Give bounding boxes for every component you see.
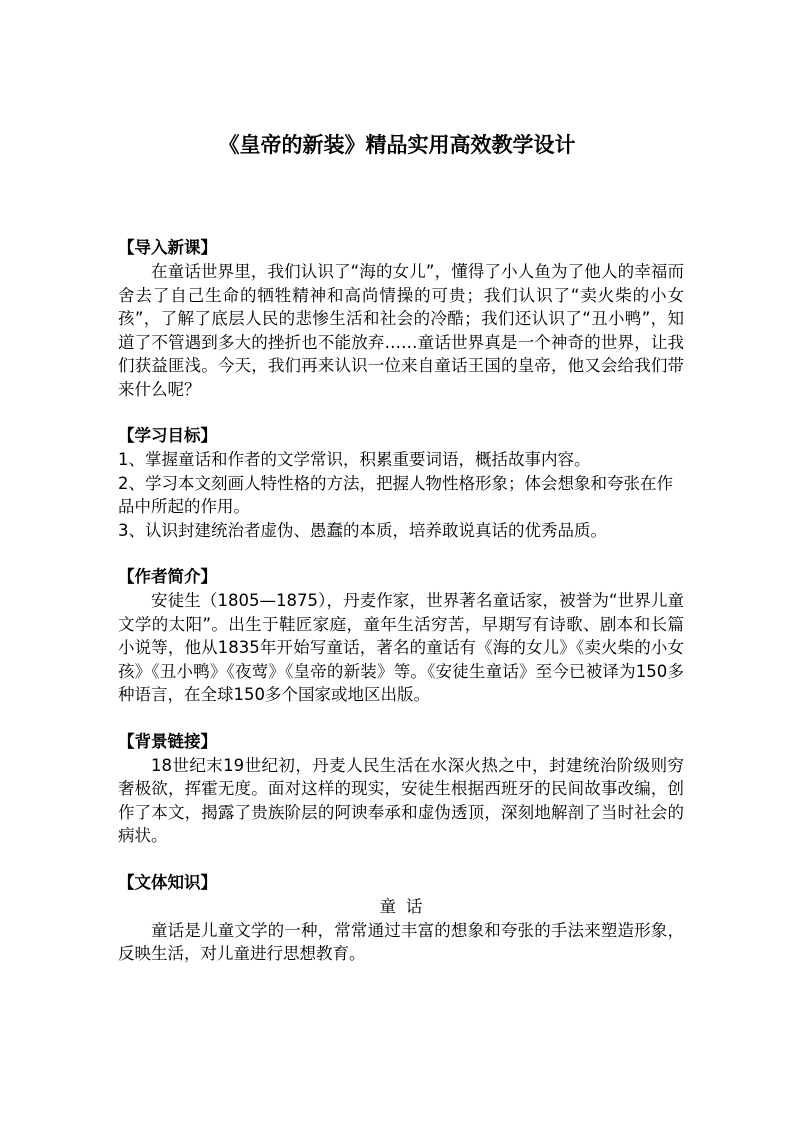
genre-subheading: 童话: [379, 896, 433, 916]
goal-item: 1、掌握童话和作者的文学常识，积累重要词语，概括故事内容。: [118, 450, 591, 469]
section-heading-author: 【作者简介】: [118, 567, 217, 586]
section-spacer: [118, 707, 684, 730]
section-spacer: [118, 401, 684, 424]
intro-paragraph: 在童话世界里，我们认识了“海的女儿”，懂得了小人鱼为了他人的幸福而舍去了自己生命的牺牲精神和高尚情操的可贵；我们认识了“卖火柴的小女孩”，了解了底层人民的悲惨生活和社会的冷酷；我们还认识了“丑小鸭”，知道了不管遇到多大的挫折也不能放弃……童话世界真是一个神奇的世界，让我们获益匪浅。今天，我们再来认识一位来自童话王国的皇帝，他又会给我们带来什么呢？: [118, 262, 684, 399]
section-goals: [118, 424, 684, 542]
section-heading-goals: 【学习目标】: [118, 426, 217, 445]
section-heading-intro: 【导入新课】: [118, 238, 217, 257]
document-title: 《皇帝的新装》精品实用高效教学设计: [218, 133, 576, 157]
goal-item: 3、认识封建统治者虚伪、愚蠢的本质，培养敢说真话的优秀品质。: [118, 520, 607, 540]
section-intro: [118, 236, 684, 401]
author-paragraph: 安徒生（1805—1875），丹麦作家，世界著名童话家，被誉为“世界儿童文学的太阳”。出生于鞋匠家庭，童年生活穷苦，早期写有诗歌、剧本和长篇小说等，他从1835年开始写童话，著名的童话有《海的女儿》《卖火柴的小女孩》《丑小鸭》《夜莺》《皇帝的新装》等。《安徒生童话》至今已被译为150多种语言，在全球150多个国家或地区出版。: [118, 591, 684, 704]
section-heading-genre: 【文体知识】: [118, 872, 217, 892]
section-heading-background: 【背景链接】: [118, 731, 217, 751]
genre-paragraph: 童话是儿童文学的一种，常常通过丰富的想象和夸张的手法来塑造形象，反映生活，对儿童进行思想教育。: [118, 920, 684, 963]
section-spacer: [118, 542, 684, 565]
background-paragraph: 18世纪末19世纪初，丹麦人民生活在水深火热之中，封建统治阶级则穷奢极欲，挥霍无度。面对这样的现实，安徒生根据西班牙的民间故事改编，创作了本文，揭露了贵族阶层的阿谀奉承和虚伪透顶，深刻地解剖了当时社会的病状。: [118, 755, 684, 845]
goal-item: 2、学习本文刻画人特性格的方法，把握人物性格形象；体会想象和夸张在作品中所起的作用。: [118, 473, 673, 516]
section-genre: [118, 871, 684, 966]
section-spacer: [118, 848, 684, 871]
section-author: [118, 565, 684, 707]
section-background: [118, 730, 684, 848]
document-body: [118, 236, 684, 966]
